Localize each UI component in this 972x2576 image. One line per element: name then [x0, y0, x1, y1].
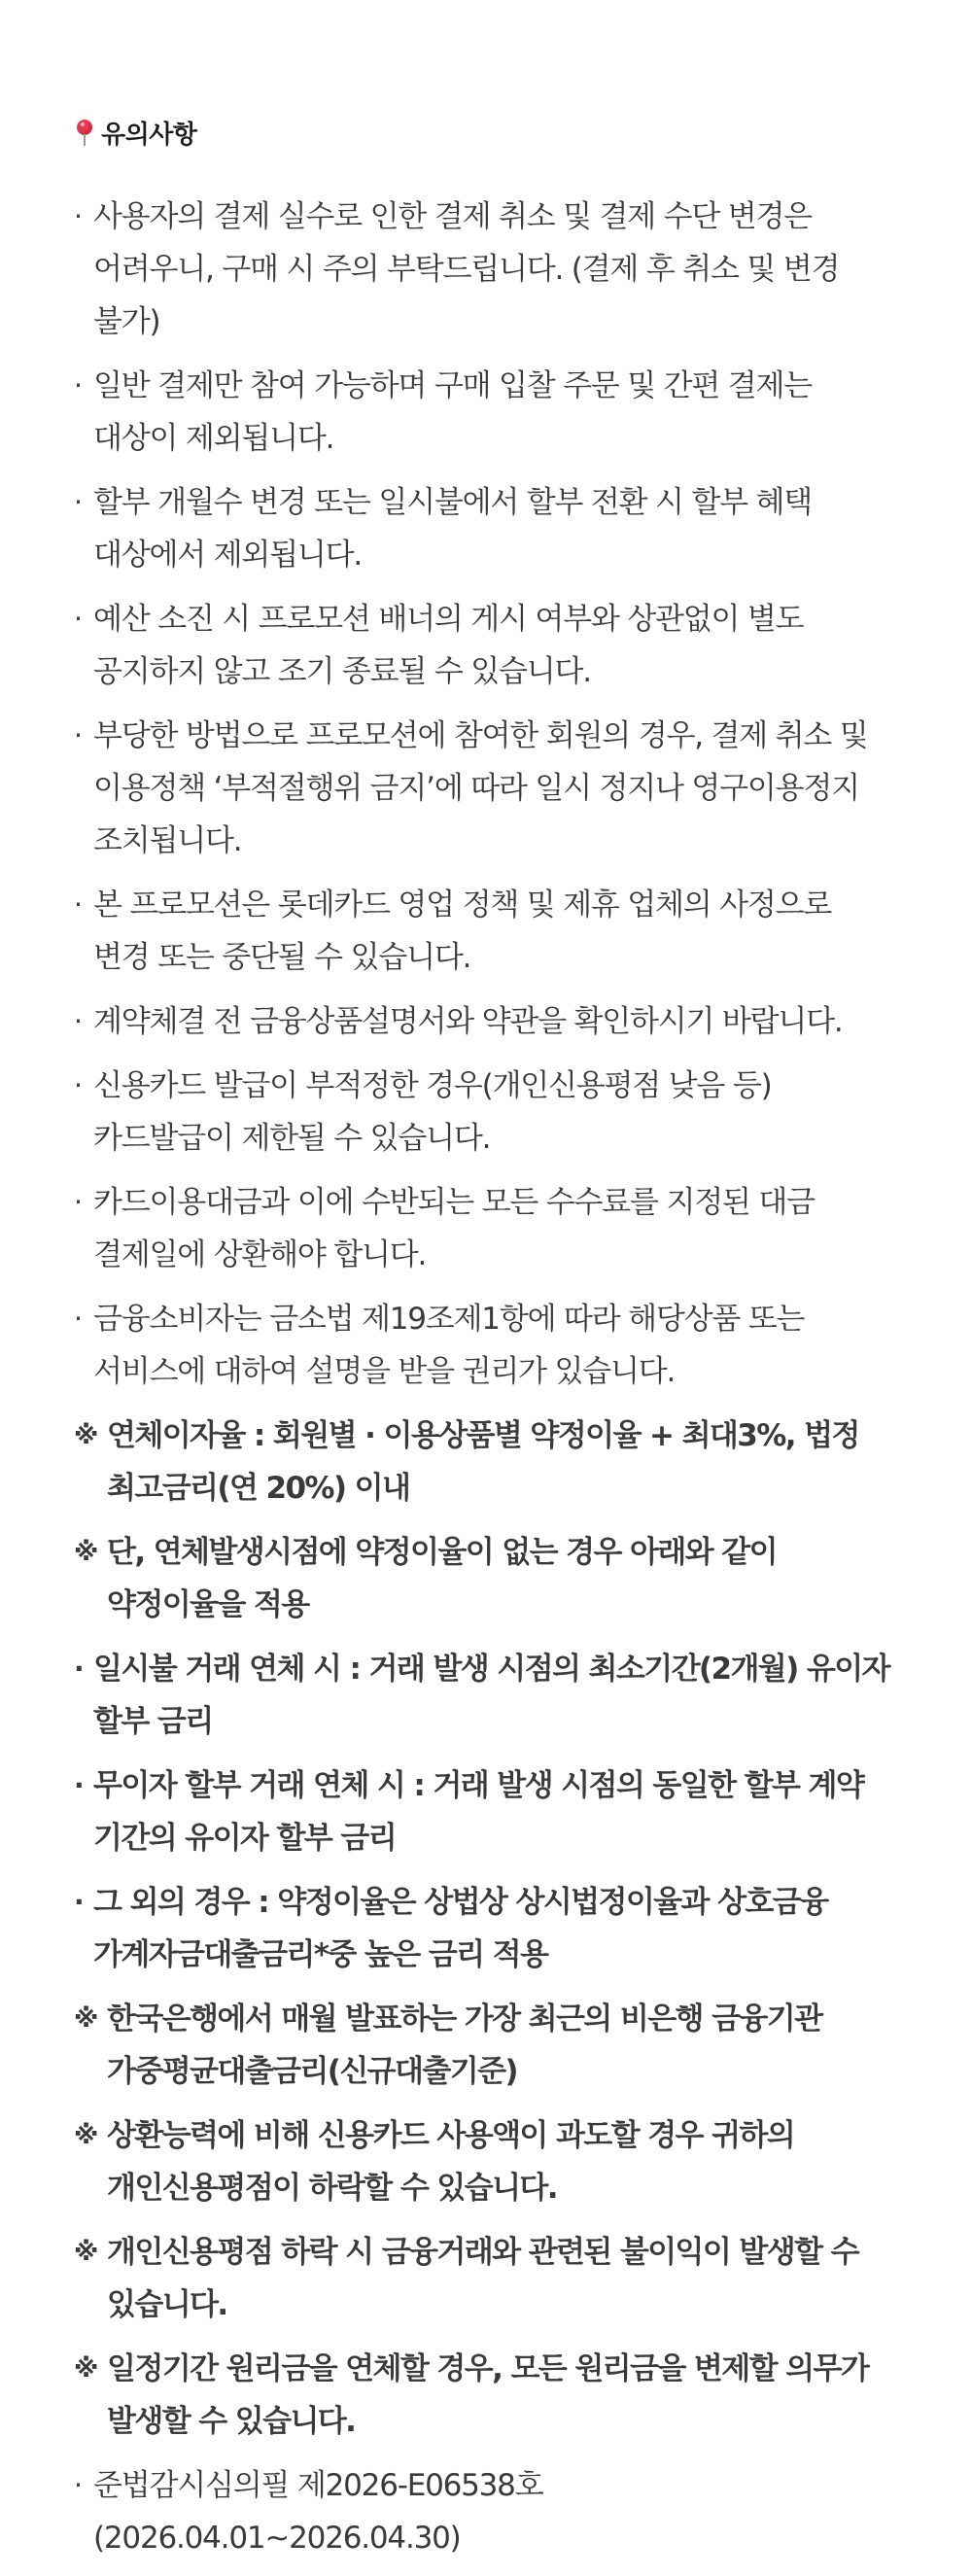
notice-item-text: 카드이용대금과 이에 수반되는 모든 수수료를 지정된 대금 결제일에 상환해야 합니다. — [93, 1185, 815, 1272]
round-pushpin-icon — [74, 118, 95, 147]
notice-item-text: 본 프로모션은 롯데카드 영업 정책 및 제휴 업체의 사정으로 변경 또는 중단될 수 있습니다. — [93, 888, 832, 975]
notice-list-item — [74, 710, 894, 867]
notice-list-item — [74, 1176, 894, 1281]
notice-list-item — [74, 1060, 894, 1165]
notice-note-item — [74, 2109, 894, 2214]
bullet-mark: · — [74, 888, 82, 921]
bullet-mark: · — [74, 1069, 82, 1101]
notice-list-item — [74, 360, 894, 465]
notice-item-text: 단, 연체발생시점에 약정이율이 없는 경우 아래와 같이 약정이율을 적용 — [107, 1535, 777, 1622]
notice-item-text: 일시불 거래 연체 시 : 거래 발생 시점의 최소기간(2개월) 유이자 할부 금리 — [93, 1652, 889, 1739]
notice-item-text: 연체이자율 : 회원별 · 이용상품별 약정이율 + 최대3%, 법정 최고금리(연 20%) 이내 — [107, 1418, 859, 1506]
bullet-mark: · — [74, 369, 82, 401]
notice-item-text: 무이자 할부 거래 연체 시 : 거래 발생 시점의 동일한 할부 계약 기간의 유이자 할부 금리 — [93, 1768, 864, 1856]
bullet-mark: · — [74, 2469, 82, 2501]
notice-item-text: 예산 소진 시 프로모션 배너의 게시 여부와 상관없이 별도 공지하지 않고 조기 종료될 수 있습니다. — [93, 602, 804, 689]
notice-item-text: 일반 결제만 참여 가능하며 구매 입찰 주문 및 간편 결제는 대상이 제외됩니다. — [93, 368, 813, 456]
bullet-mark: · — [74, 486, 82, 518]
notice-list-item — [74, 1293, 894, 1398]
notice-item-text: 한국은행에서 매월 발표하는 가장 최근의 비은행 금융기관 가중평균대출금리(신규대출기준) — [107, 2002, 822, 2089]
notice-note-item — [74, 1410, 894, 1514]
notice-note-item — [74, 1993, 894, 2098]
bullet-mark: · — [74, 1653, 84, 1685]
notice-item-text: 개인신용평점 하락 시 금융거래와 관련된 불이익이 발생할 수 있습니다. — [107, 2235, 858, 2322]
bullet-mark: · — [74, 719, 82, 751]
notice-item-text: 부당한 방법으로 프로모션에 참여한 회원의 경우, 결제 취소 및 이용정책 ‘부적절행위 금지’에 따라 일시 정지나 영구이용정지 조치됩니다. — [93, 718, 868, 858]
notice-title: 유의사항 — [101, 120, 197, 150]
notice-item-text: 계약체결 전 금융상품설명서와 약관을 확인하시기 바랍니다. — [93, 1004, 843, 1039]
bullet-mark: · — [74, 1005, 82, 1037]
notice-list-item — [74, 593, 894, 698]
notice-item-text: 그 외의 경우 : 약정이율은 상법상 상시법정이율과 상호금융 가계자금대출금리*중 높은 금리 적용 — [93, 1885, 828, 1972]
notice-list-item — [74, 879, 894, 984]
notice-item-text: 일정기간 원리금을 연체할 경우, 모든 원리금을 변제할 의무가 발생할 수 있습니다. — [107, 2351, 869, 2439]
notice-item-text: 신용카드 발급이 부적정한 경우(개인신용평점 낮음 등) 카드발급이 제한될 수 있습니다. — [93, 1068, 772, 1156]
notice-item-text: 준법감시심의필 제2026-E06538호 (2026.04.01~2026.04.30) — [93, 2468, 543, 2556]
notice-item-text: 할부 개월수 변경 또는 일시불에서 할부 전환 시 할부 혜택 대상에서 제외됩니다. — [93, 485, 813, 573]
notice-list-item — [74, 191, 894, 348]
notice-item-text: 상환능력에 비해 신용카드 사용액이 과도할 경우 귀하의 개인신용평점이 하락할 수 있습니다. — [107, 2118, 795, 2206]
notice-list-item — [74, 995, 894, 1048]
notice-note-item — [74, 2343, 894, 2448]
reference-mark: ※ — [74, 2004, 97, 2034]
bullet-mark: · — [74, 1886, 84, 1918]
notice-list-item — [74, 1876, 894, 1981]
reference-mark: ※ — [74, 2238, 97, 2267]
reference-mark: ※ — [74, 1421, 97, 1450]
notice-list — [74, 191, 894, 2564]
notice-list-item — [74, 1759, 894, 1864]
notice-note-item — [74, 2226, 894, 2331]
notice-list-item — [74, 2459, 894, 2564]
bullet-mark: · — [74, 1303, 82, 1335]
notice-heading — [74, 109, 894, 156]
notice-item-text: 금융소비자는 금소법 제19조제1항에 따라 해당상품 또는 서비스에 대하여 설명을 받을 권리가 있습니다. — [93, 1302, 805, 1389]
reference-mark: ※ — [74, 2354, 97, 2384]
bullet-mark: · — [74, 1186, 82, 1218]
notice-list-item — [74, 1643, 894, 1748]
reference-mark: ※ — [74, 2121, 97, 2150]
reference-mark: ※ — [74, 1538, 97, 1567]
notice-list-item — [74, 476, 894, 581]
notice-item-text: 사용자의 결제 실수로 인한 결제 취소 및 결제 수단 변경은 어려우니, 구매 시 주의 부탁드립니다. (결제 후 취소 및 변경 불가) — [93, 199, 840, 339]
notice-note-item — [74, 1526, 894, 1631]
bullet-mark: · — [74, 200, 82, 232]
bullet-mark: · — [74, 1769, 84, 1801]
bullet-mark: · — [74, 603, 82, 635]
